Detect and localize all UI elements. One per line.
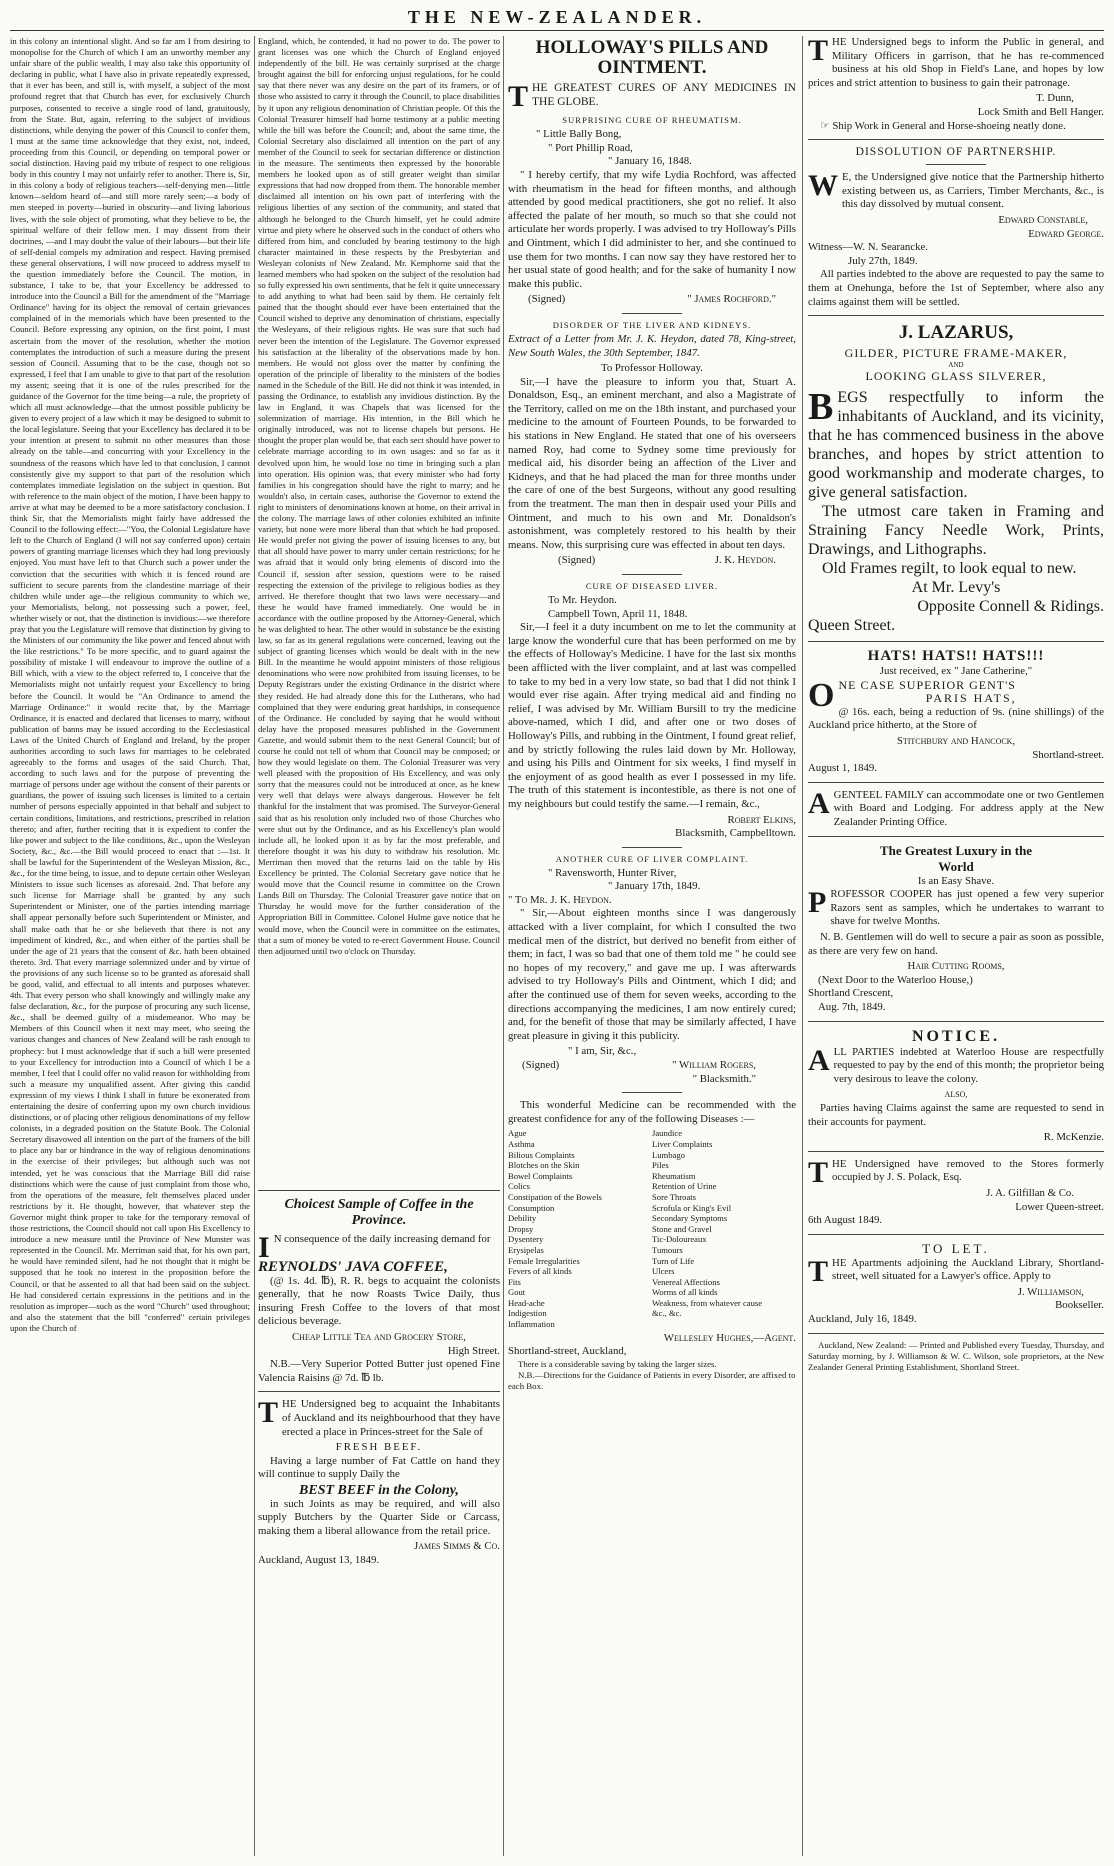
rheum-date: " January 16, 1848. [608,155,692,168]
tolet-trade: Bookseller. [1055,1299,1104,1312]
dunn-body: HE Undersigned begs to inform the Public in general, and Military Officers in garrison, that he has re-commenced business at his old Shop in Field's Lane, and hopes by low prices and strict attention to business to gain their patronage. [808,36,1104,89]
divider [258,1190,500,1191]
column-divider [503,36,504,1856]
hats-body: @ 16s. each, being a reduction of 9s. (nine shillings) of the Auckland price hitherto, at the Store of [808,705,1104,732]
liver-body: Sir,—I have the pleasure to inform you that, Stuart A. Donaldson, Esq., an eminent merchant, and also a Magistrate of the Territory, called on me on the 18th instant, and purchased your medicine to the amount of Fourteen Pounds, to be forwarded to his stations in New England. He stated that one of his overseers named Roy, had come to Sydney some time previously for medical aid, his disorder being an affection of the Liver and Kidneys, and that he had placed the man for three months under the care of one of the best Surgeons, without any good resulting from the treatment. The man then in despair used your Pills and Ointment, and much to his own and Mr. Donaldson's astonishment, was completely restored to his health by their means. Now, this surprising cure was effected in about ten days. [508,375,796,551]
diseased-liver-testimonial [508,594,796,841]
disease-item: Female Irregularities [508,1255,580,1266]
disease-item: Scrofula or King's Evil [652,1202,732,1213]
liver-signer: J. K. Heydon. [714,554,776,567]
short-divider [622,847,682,848]
diseased-liver-heading: CURE OF DISEASED LIVER. [585,581,719,591]
column-divider [254,36,255,1856]
drop-cap: T [808,36,829,67]
disease-item: Venereal Affections [652,1276,720,1287]
dissolution-body: E, the Undersigned give notice that the Partnership hitherto existing between us, as Carriers, Timber Merchants, &c., is this day dissolved by mutual consent. [842,171,1104,211]
hats-received: Just received, ex " Jane Catherine," [879,665,1033,678]
liver-testimonial [508,333,796,568]
short-divider [622,1092,682,1093]
lazarus-ad [808,322,1104,635]
divider [808,1333,1104,1334]
notice-ad [808,1028,1104,1145]
liver-to: To Professor Holloway. [600,362,703,375]
hats-date: August 1, 1849. [808,762,877,775]
divider [808,1151,1104,1152]
liver-extract: Extract of a Letter from Mr. J. K. Heydon, dated 78, King-street, New South Wales, the 30th September, 1847. [508,332,796,359]
luxury-title2: World [938,858,974,874]
beef-headline: BEST BEEF in the Colony, [299,1482,459,1498]
disease-item: Gout [508,1287,526,1298]
disease-item: Piles [652,1160,669,1171]
divider [808,836,1104,837]
hats-title: HATS! HATS!! HATS!!! [867,648,1045,665]
another-addr: " Ravensworth, Hunter River, [548,866,677,879]
disease-item: Ague [508,1128,527,1139]
tolet-date: Auckland, July 16, 1849. [808,1313,917,1326]
notice-sign: R. McKenzie. [1043,1131,1104,1144]
another-close: " I am, Sir, &c., [568,1045,637,1058]
disease-item: Head-ache [508,1297,545,1308]
wonder-paragraph: This wonderful Medicine can be recommended with the greatest confidence for any of the following Diseases :— [508,1099,796,1125]
rheum-addr1: " Little Bally Bong, [536,128,622,141]
disease-item: Consumption [508,1202,555,1213]
disease-item: Asthma [508,1138,535,1149]
disease-item: Indigestion [508,1308,547,1319]
luxury-sub: Is an Easy Shave. [917,874,995,887]
column-2 [258,36,500,1856]
coffee-store: Cheap Little Tea and Grocery Store, [291,1330,467,1343]
lazarus-trade2: LOOKING GLASS SILVERER, [865,369,1047,384]
rheumatism-testimonial [508,128,796,307]
disease-item: Erysipelas [508,1244,544,1255]
gilfillan-sign: J. A. Gilfillan & Co. [986,1186,1074,1199]
holloway-subtitle-text: HE GREATEST CURES OF ANY MEDICINES IN THE GLOBE. [532,82,796,108]
disease-item: Lumbago [652,1149,685,1160]
dissolution-witness: Witness—W. N. Searancke. [808,241,928,254]
disease-item: Debility [508,1213,537,1224]
beef-sign: James Simms & Co. [414,1540,500,1553]
drop-cap: B [808,386,834,429]
disease-item: Sore Throats [652,1191,696,1202]
coffee-street: High Street. [447,1344,500,1357]
divider [258,1391,500,1392]
another-signer: " William Rogers, [672,1059,756,1071]
luxury-rooms: Hair Cutting Rooms, [907,960,1005,973]
rheum-signer: " James Rochford." [687,293,776,306]
disease-item: Jaundice [652,1128,683,1139]
coffee-headline: REYNOLDS' JAVA COFFEE, [258,1259,448,1275]
divider [808,315,1104,316]
notice-title: NOTICE. [911,1027,1001,1045]
dissolution-body2: All parties indebted to the above are requested to pay the same to them at Onehunga, before the 1st of September, where also any claims against them will be settled. [808,268,1104,308]
dunn-name: T. Dunn, [1036,92,1074,105]
beef-ad [258,1398,500,1567]
lazarus-name: J. LAZARUS, [898,322,1014,344]
notice-also: ALSO, [944,1090,968,1100]
disease-item: Rheumatism [652,1170,696,1181]
disease-item: Inflammation [508,1319,555,1330]
disease-item: Constipation of the Bowels [508,1191,602,1202]
lazarus-body2: The utmost care taken in Framing and Straining Fancy Needle Work, Prints, Drawings, and Lithographs. [808,503,1104,559]
dissolution-ad [808,171,1104,309]
disease-item: &c., &c. [652,1308,682,1319]
divider [808,139,1104,140]
hats-ad [808,648,1104,776]
disease-item: Worms of all kinds [652,1287,718,1298]
beef-intro: HE Undersigned beg to acquaint the Inhabitants of Auckland and its neighbourhood that they have erected a place in Princes-street for the Sale of [282,1398,500,1438]
beef-body: Having a large number of Fat Cattle on hand they will continue to supply Daily the [258,1454,500,1481]
hats-line1: NE CASE SUPERIOR GENT'S [838,677,1016,692]
beef-item: FRESH BEEF. [335,1441,423,1454]
tolet-sign: J. Williamson, [1017,1285,1084,1298]
disease-item: Secondary Symptoms [652,1213,728,1224]
luxury-date: Aug. 7th, 1849. [818,1000,886,1013]
dissolution-title: DISSOLUTION OF PARTNERSHIP. [855,146,1057,159]
coffee-ad-title: Choicest Sample of Coffee in the Province. [284,1197,474,1228]
disease-item: Fits [508,1276,521,1287]
diseased-body: Sir,—I feel it a duty incumbent on me to let the community at large know the wonderful cure that has been performed on me by the effects of Holloway's Medicine. I have for the last six months been afflicted with the liver complaint, and at last was compelled to take to my bed in a very low state, so bad that I did not think I would ever rise again. After trying medical aid and finding no relief, I was advised by Mr. William Bursill to try the medicine above-named, which I did, and after one or two doses of Holloway's Pills, and rubbing in the Ointment, I found great relief, and by strictly following the rules laid down by Mr. Holloway, and using his Pills and Ointment for six weeks, I find myself in the enjoyment of as good health as ever I possessed in my life. The truth of this statement is incontestible, as there is not one of my neighbours but could testify the same.—I remain, &c., [508,621,796,810]
lazarus-body3: Old Frames regilt, to look equal to new. [822,560,1077,578]
holloway-title-line2: OINTMENT. [597,57,707,78]
drop-cap: P [808,886,827,920]
diseased-signer: Robert Elkins, [727,813,796,826]
disease-item: Retention of Urine [652,1181,717,1192]
tolet-body: HE Apartments adjoining the Auckland Library, Shortland-street, well situated for a Lawyer's office. Apply to [832,1256,1104,1283]
disease-item: Weakness, from whatever cause [652,1297,763,1308]
saving-note: There is a considerable saving by taking the larger sizes. [518,1358,717,1369]
another-cure-heading: ANOTHER CURE OF LIVER COMPLAINT. [555,853,749,864]
disease-item: Colics [508,1181,530,1192]
dunn-trade: Lock Smith and Bell Hanger. [977,105,1104,118]
divider [808,1021,1104,1022]
dunn-ad [808,36,1104,133]
rheum-signed: (Signed) [528,293,566,306]
luxury-title1: The Greatest Luxury in the [879,842,1033,858]
agent-address: Shortland-street, Auckland, [508,1345,627,1358]
holloway-subtitle [508,80,796,113]
drop-cap: T [808,1254,829,1288]
dissolution-sign1: Edward Constable, [998,213,1088,226]
drop-cap: A [808,786,830,820]
divider [808,1234,1104,1235]
lazarus-opp: Opposite Connell & Ridings. [917,598,1104,616]
column-3 [508,36,796,1856]
short-divider [622,313,682,314]
divider [808,782,1104,783]
hats-line2: PARIS HATS, [925,691,1017,706]
council-report-text: in this colony an intentional slight. And so far am I from desiring to monopolise for the Church of which I am an unworthy member any unfair share of the public wealth, I may also take this opportunity of declaring in public, what I have also in private repeatedly expressed, that it ever has been, and still is, with myself, a subject of the most profound regret that that Church has ever, for exclusively Church purposes, consented to receive a single rood of land, gratuitously, from the State. But, again, referring to the subject of invidious distinctions, while denying the power of this Council to confer them, I must at the same time acknowledge that they exist, not, indeed, proceeding from this Council, or depending on temporal power or social distinction. Having paid my tribute of respect to one religious body in this country I may not unfairly refer to another. There is, Sir, in this colony a body of religious teachers—self-denying men—little known—seldom heard of—and still more rarely seen;—a body of men steeped in poverty—buried in obscurity—and living laborious lives, with the sole object of promoting, what they believe to be, the spiritual welfare of their fellow men. I may dissent from their doctrines, —and I may doubt the value of their labours—but their life of self-denial compels my admiration and respect. Having premised these general observations, I will now proceed to address myself to the question immediately before the Council. The motion, in substance, I take to be, that your Excellency be addressed to introduce into the Council a Bill for the amendment of the "Marriage Ordinance" having for its object the removal of certain grievances complained of in the memorials which have been presented to the Council. Before expressing any opinion, on the first point, I must ascertain from the mover of the resolution, whether the motion contemplates the introduction of such a measure during the present session of Council. Assuming that to be the case, though not so expressed, I feel that I am unable to give to that part of the resolution my assent; seeing that it is one of the rules prescribed for the guidance of the Governor for the time being—a rule, the propriety of which all must acknowledge—that the utmost possible publicity be given to every project of a law which it may be designed to submit to the local legislature. Seeing that your Excellency has declared it to be your intention at present to submit no other measures than those already on the table—and concurring with your Excellency in the soundness of the reasons which have led to that conclusion, I cannot consistently give my support to that part of the resolution which contemplates immediate legislation on the subject in question. But with reference to the main object of the motion, I have been happy to arrive at what may be deemed to be a more satisfactory conclusion. I think Sir, that the Memorialists might fairly have addressed the Council to the following effect:—"You, the Colonial Legislature have left to the Church of England (I will not say conferred upon) certain powers of granting marriage licenses which they had long previously enjoyed. You must have left to that Church such a power under the conviction that the securities with which it is fenced round are sufficient to secure parents from the clandestine marriage of their children while under age—the religious community to which we, your Memorialists, belong, not possessing such a power, feel, whether wisely or not, that the distinction is invidious:—we therefore pray that you the Legislature will remove that distinction by giving to the Ministers of our community the like power and fenced about with the like restrictions." To be more specific, and to guard against the possibility of mistake I will endeavour to improve the outline of a Bill which, with a view to the object referred to, I conceive that the Memorialists might not unfairly request your Excellency to bring before the Council. It would be "An Ordinance to amend the Marriage Ordinance:" it would recite that, by the Marriage Ordinance, it is enacted and declared that licenses to marry, without publication of banns may be issued according to the Ecclesiastical Laws of the United Church of England and Ireland, by the proper authorities according to such laws for marriages to be celebrated agreeably to the forms and usages of the said Church. That, according to such laws and for the purpose of preventing the marriage of persons under age without the consent of their parents or guardians, the power of issuing such licenses is limited to a certain number of persons especially appointed in that behalf and subject to certain conditions, limitations, and restrictions, prescribed in relation thereto; and after, further reciting that it is expedient to confer the like power and subject to the like conditions, &c., upon the Wesleyan Society, &c., &c.—the Bill would proceed to enact that :—1st. It shall be lawful for the Superintendent of the Wesleyan Mission, &c., &c., for the time being, to issue, and to depute certain other Wesleyan Ministers to issue such licenses as aforesaid. 2nd. That before any such license for Marriage shall be granted by any such Superintendent or Minister, one of the parties intending marriage shall appear personally before such Superintendent or Minister, and shall make oath that he or she believeth that there is not any impediment of kindred, &c., and when either of the parties shall be under the age of 21 years that the consent of &c. hath been obtained thereto. 3rd. That every marriage solemnized under and by virtue of the provisions of any such license so to be granted as aforesaid shall be good, valid, and effectual to all intents and purposes whatever. 4th. That every person who shall knowingly and willingly make any false declaration, &c., for the purpose of procuring any such license, &c., shall be deemed guilty of a misdemeanor. Who may be Members of this Council when it next may meet, who seeing the various changes and chances of New Zealand will be rash enough to prophecy: but I must acknowledge that if such a bill were presented to your Excellency for introduction into a Council of which I be a member, I feel that I could offer no valid reason for withholding from such a measure my unqualified assent. After giving this candid expression of my views I think I shall in future be exonerated from entertaining the desire of conferring upon my own church invidious distinctions, or of placing other religious denominations of my fellow colonists, in a degraded position on the Statute Book. The Colonial Secretary disavowed all intention on the part of the framers of the bill to place any bar or hindrance in the way of religious denominations in the exercise of their privileges; but although such was not intended, yet he was conscious that the Marriage Bill did raise distinctions which were the cause of just complaint from those who, from the operations of the measure, felt themselves placed under restrictions by it. He thought, however, that whatever step the Governor might think proper to take for the temporary removal of those restrictions, the Council should not call upon His Excellency to introduce a new measure until the Province of New Munster was represented in the Council. Mr. Merriman said that, for his own part, he would have reminded silent, had he not thought that it might be supposed that he took no interest in the proposition before the Council, or that he assented to all that had been said on the subject. He had considered certain expressions in the petitions and in the resolution as improper—such as the word "Church" used throughout; and also the statement that the bill "conferred" certain privileges upon the Church of [10,36,250,1333]
holloway-title [508,38,796,78]
liver-heading: DISORDER OF THE LIVER AND KIDNEYS. [552,319,752,330]
dissolution-date: July 27th, 1849. [848,254,918,267]
another-to: " To Mr. J. K. Heydon. [508,893,612,906]
masthead: THE NEW-ZEALANDER. [407,7,707,27]
lazarus-trade: GILDER, PICTURE FRAME-MAKER, [844,346,1068,361]
drop-cap: W [808,169,838,203]
hats-street: Shortland-street. [1032,748,1104,761]
lazarus-body: EGS respectfully to inform the inhabitants of Auckland, and its vicinity, that he has commenced business in the above branches, and hopes by strict attention to good workmanship and moderate charges, to give general satisfaction. [808,389,1104,502]
disease-item: Stone and Gravel [652,1223,712,1234]
coffee-body: (@ 1s. 4d. ℔), R. R. begs to acquaint the colonists generally, that he now Roasts Twice Daily, thus insuring Fresh Coffee to the lovers of that most delicious beverage. [258,1274,500,1328]
genteel-body: GENTEEL FAMILY can accommodate one or two Gentlemen with Board and Lodging. For address apply at the New Zealander Printing Office. [833,788,1104,829]
drop-cap: I [258,1231,270,1264]
disease-item: Ulcers [652,1266,675,1277]
beef-date: Auckland, August 13, 1849. [258,1553,380,1566]
drop-cap: T [258,1396,279,1430]
beef-body2: in such Joints as may be required, and will also supply Butchers by the Quarter Side or Carcass, making them a liberal allowance from the retail price. [258,1497,500,1537]
notice-body2: Parties having Claims against the same are requested to send in their accounts for payment. [808,1101,1104,1128]
coffee-nb: N.B.—Very Superior Potted Butter just opened Fine Valencia Raisins @ 7d. ℔ lb. [258,1358,500,1384]
liver-signed: (Signed) [558,554,596,567]
diseases-right [652,1128,796,1329]
drop-cap: O [808,676,835,714]
genteel-ad [808,786,1104,830]
drop-cap: T [508,80,529,113]
coffee-ad [258,1233,500,1385]
rheumatism-heading: SURPRISING CURE OF RHEUMATISM. [562,115,742,126]
luxury-ad [808,843,1104,1015]
column-1 [10,36,250,1856]
luxury-body: ROFESSOR COOPER has just opened a few very superior Razors sent as samples, which he undertakes to warrant to shave for twelve Months. [830,888,1104,928]
another-date: " January 17th, 1849. [608,880,701,893]
disease-item: Dysentery [508,1234,544,1245]
diseased-to: To Mr. Heydon. [548,594,617,606]
column-divider [802,36,803,1856]
diseases-left [508,1128,652,1329]
disease-item: Fevers of all kinds [508,1266,572,1277]
gilfillan-date: 6th August 1849. [808,1214,883,1227]
gilfillan-street: Lower Queen-street. [1015,1200,1104,1213]
dunn-ship: ☞ Ship Work in General and Horse-shoeing neatly done. [820,119,1066,132]
lazarus-and: AND [948,361,964,370]
disease-item: Bilious Complaints [508,1149,575,1160]
disease-item: Turn of Life [652,1255,695,1266]
short-divider [926,164,986,165]
notice-body: LL PARTIES indebted at Waterloo House are respectfully requested to pay by the end of this month; the proprietor being very desirous to leave the colony. [833,1045,1104,1085]
drop-cap: A [808,1043,830,1077]
printer-imprint: Auckland, New Zealand: — Printed and Published every Tuesday, Thursday, and Saturday morning, by J. Williamson & W. C. Wilson, sole proprietors, at the New Zealander General Printing Establishment, Shortland Street. [808,1339,1104,1372]
council-report-continued: England, which, he contended, it had no power to do. The power to grant licenses was one which the Church of England enjoyed independently of the bill. He was certainly surprised at the charge brought against the bill for enforcing unjust regulations, for he could say that there never was any desire on the part of its framers, or of those who assisted to carry it through the Council, to place disabilities by it upon any religious denomination of Christian people. Of this the Colonial Treasurer himself had borne testimony at a public meeting while the bill was before the Council; and, about the same time, the Colonial Secretary also disclaimed all intention on the part of any member of the Council to seek for sectarian difference or distinction in the measure. The sentiments then expressed by the honorable members he looked upon as of still greater weight than similar expressions that had now dropped from them. The honorable member disclaimed all intention on his own part of interfering with the religious liberties of any section of the community, and stated that although he belonged to the Church himself, yet he could admire virtue and piety where he observed such in the conduct of others who differed from him, and concluded by bearing testimony to the high character maintained in these respects by the Presbyterian and Wesleyan colonists of New Zealand. Mr. Kemphorne said that the learned members who had spoken on the subject of the resolution had so fully expressed his own sentiments, that he felt it quite unnecessary to add anything to what had been said by them. He certainly felt pained that the thought should ever have been entertained that the Council wished to deprive any denomination of christians, especially the Wesleyans, of their religious rights. He was sure that such had never been the intention of the Legislature. The Governor expressed his satisfaction at the liberality of the observations made by hon. members. He would not gloss over the matter by confining the operation of the principle of liberality to the ministers of the bodies named in the Schedule of the Bill. He did not think it was intended, in passing the Ordinance, to establish any invidious distinction. By the law in England, it was Chapels that was licensed for the solemnization of marriage. His intention, in the Bill which he originally introduced, was not to license chapels but persons. He thought the proper plan would be, that each sect should have power to celebrate marriage according to its own usages: and so far as it devolved upon him, he would lose no time in bringing such a plan into operation. His opinion was, that every minister who had forty families in his congregation should have the right to marry; and he wouldn't also, in certain cases, authorise the Governor to extend the right to ministers of denominations known at home, on their arrival in the colony. The marriage laws of other colonies exhibited an infinite variety, but none were more liberal than that which he had proposed. He would prefer not giving the power of issuing licenses to any, but that all should have power to marry under certain restrictions; for he was afraid that it would only bring elements of discord into the Council if, session after session, questions were to be raised respecting the extension of the privilege to religious bodies as they arrived. He therefore thought that two laws were necessary—and these he would have framed immediately. One would be in accordance with the outline proposed by the Attorney-General, which he was delighted to hear. The other would in substance be the existing law, so far as its general regulations were concerned, leaving out the subject of granting licenses which would be dealt with in the new Bill. In the meantime he would appoint ministers of those religious denominations who were now prohibited from issuing licenses, to be Deputy Registrars under the existing Ordinance in the district where they resided. He had already done this for the Lutherans, who had complained that they were enduring great hardships, in consequence of the Ordinance. He concluded by saying that he would without delay have the proposed measures published in the Government Gazette, and would submit them to the next General Council; but of course he could not tell of whom that Council may be composed; or how they would legislate on them. The Colonial Treasurer was very well pleased with the proposition of His Excellency, and was only sorry that the measures could not be introduced at once, as he knew very well that delays were always dangerous. However he felt thankful for the instalment that was promised. The Surveyor-General said that as his resolution only included two of those Churches who were shut out by the Ordinance, and as his Excellency's plan would include all, he looked upon it as by far the most preferable, and therefore thought it was his duty to withdraw his resolution. Mr. Merriman then moved that the returns laid on the table by His Excellency be printed. The Colonial Secretary gave notice that he would move that the Council resume in committee on the Crown Lands Bill on Thursday. The Colonial Treasurer gave notice that on Thursday he would move for the further consideration of the Appropriation Bill in Committee. Colonel Hulme gave notice that he would move, when the Council were in committee on the estimates, that a sum of money be voted to re-erect Government House. Council then adjourned until two o'clock on Thursday. [258,36,500,956]
disease-item: Blotches on the Skin [508,1160,580,1171]
rheum-addr2: " Port Phillip Road, [548,141,633,154]
luxury-next: (Next Door to the Waterloo House,) [818,973,973,986]
hats-store: Stitchbury and Hancock, [896,735,1016,748]
directions-note: N.B.—Directions for the Guidance of Patients in every Disorder, are affixed to each Box. [508,1369,796,1391]
coffee-intro: N consequence of the daily increasing demand for [273,1233,491,1245]
diseased-date: Campbell Town, April 11, 1848. [548,607,688,620]
another-signer2: " Blacksmith." [692,1072,756,1085]
rheum-body: " I hereby certify, that my wife Lydia Rochford, was affected with rheumatism in the head for fifteen months, and although attended by good medical practitioners, she got no relief. It also affected the palate of her mouth, so much so that she could not articulate her words properly. I was advised to try Holloway's Pills and Ointment, which I did administer to her, and she continued to use them for two months. I can now say they have restored her to her usual state of good health; and for the sake of humanity I now make this public. [508,168,796,290]
diseases-list [508,1128,796,1329]
luxury-cres: Shortland Crescent, [808,987,894,1000]
drop-cap: T [808,1155,829,1189]
disease-item: Tumours [652,1244,683,1255]
disease-item: Liver Complaints [652,1138,713,1149]
tolet-ad [808,1241,1104,1327]
diseased-signer2: Blacksmith, Campbelltown. [675,827,796,840]
holloway-title-line1: HOLLOWAY'S PILLS AND [535,37,769,58]
wonder-text [508,1099,796,1126]
disease-item: Bowel Complaints [508,1170,573,1181]
agent: Wellesley Hughes,—Agent. [663,1331,796,1344]
tolet-title: TO LET. [922,1240,990,1256]
another-body: " Sir,—About eighteen months since I was dangerously attacked with a liver complaint, for which I consulted the two medical men of the district, but derived no benefit from either of them; in fact, I was so bad that one of them told me " he could see no hopes of my recovery," and gave me up. I was afterwards advised to try Holloway's Pills and Ointment, which I did; and after the continued use of them for seven weeks, according to the directions accompanying the medicines, I am now entirely cured; and, for the benefit of those that may be similarly affected, I have great pleasure in giving it this publicity. [508,907,796,1042]
gilfillan-ad [808,1155,1104,1228]
lazarus-at: At Mr. Levy's [911,579,1001,597]
disease-item: Dropsy [508,1223,534,1234]
masthead-rule [10,30,1104,31]
luxury-nb: N. B. Gentlemen will do well to secure a pair as soon as possible, as there are very few on hand. [808,931,1104,957]
short-divider [622,574,682,575]
dissolution-sign2: Edward George. [1028,227,1104,240]
another-cure-testimonial [508,867,796,1087]
divider [808,641,1104,642]
disease-item: Tic-Doloureaux [652,1234,707,1245]
column-4 [808,36,1104,1856]
lazarus-street: Queen Street. [808,617,896,635]
gilfillan-body: HE Undersigned have removed to the Stores formerly occupied by J. S. Polack, Esq. [832,1157,1104,1184]
another-signed: (Signed) [522,1059,560,1071]
